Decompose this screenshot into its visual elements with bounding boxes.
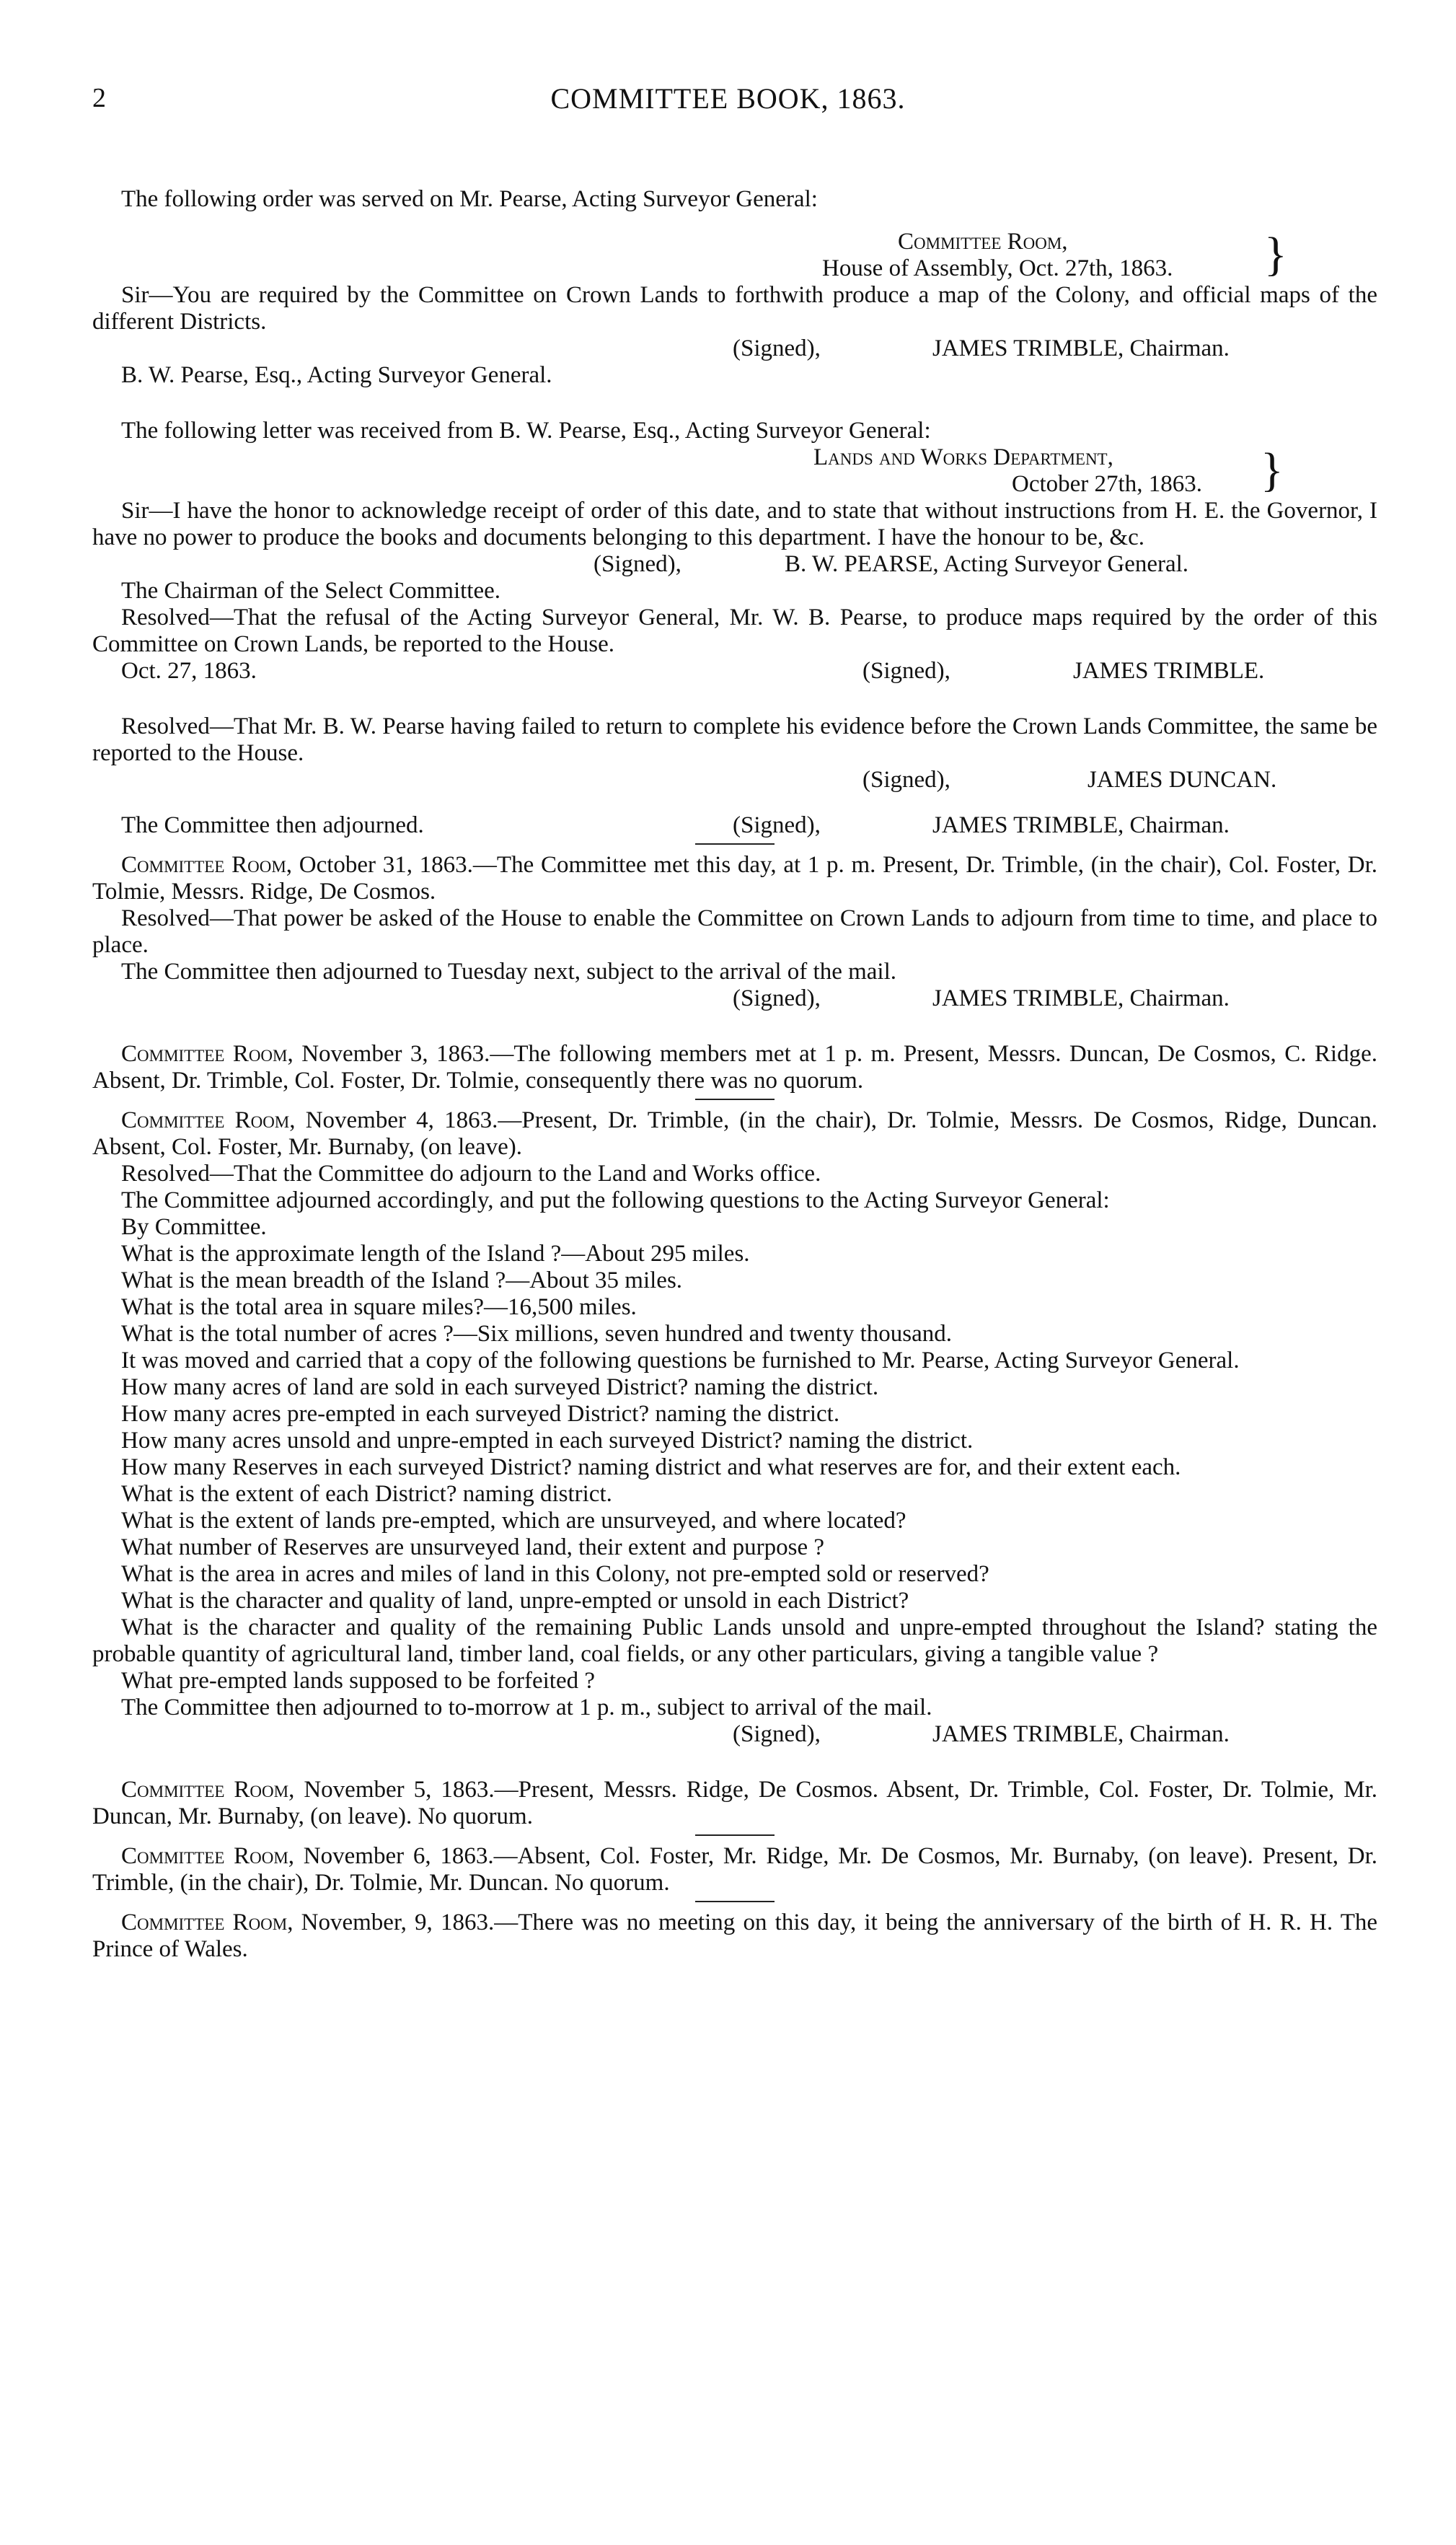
meeting-record xyxy=(92,1041,1377,1094)
meeting-record xyxy=(92,852,1377,905)
signer-name: B. W. PEARSE, Acting Surveyor General. xyxy=(785,551,1189,577)
meeting-text: November, 9, 1863.—There was no meeting on this day, it being the anniversary of the birth of H. R. H. The Prince of Wales. xyxy=(92,1909,1377,1962)
question-item: What pre-empted lands supposed to be forfeited ? xyxy=(121,1668,596,1694)
address-line-1: Committee Room, xyxy=(898,229,1068,255)
room-label: Committee Room, xyxy=(121,1909,294,1935)
meeting-text: November 6, 1863.—Absent, Col. Foster, Mr. Ridge, Mr. De Cosmos, Mr. Burnaby, (on leave). Present, Dr. Trimble, (in the chair), Dr. Tolmie, Mr. Duncan. No quorum. xyxy=(92,1843,1377,1896)
section-divider xyxy=(695,843,775,845)
adjournment-text: The Committee then adjourned to Tuesday next, subject to the arrival of the mail. xyxy=(121,959,897,985)
adjournment-line xyxy=(92,812,1377,839)
order-body: Sir—You are required by the Committee on Crown Lands to forthwith produce a map of the Colony, and official maps of the different Districts. xyxy=(92,282,1377,335)
adjournment-text: The Committee then adjourned. xyxy=(121,812,424,838)
question-item: What number of Reserves are unsurveyed land, their extent and purpose ? xyxy=(121,1534,824,1560)
document-body xyxy=(92,186,1377,1963)
room-label: Committee Room, xyxy=(121,1041,294,1067)
signature-line xyxy=(92,658,1377,685)
question-item: What is the extent of lands pre-empted, which are unsurveyed, and where located? xyxy=(121,1508,906,1534)
resolution: Resolved—That the refusal of the Acting Surveyor General, Mr. W. B. Pearse, to produce maps required by the order of this Committee on Crown Lands, be reported to the House. xyxy=(92,605,1377,657)
page-number: 2 xyxy=(92,83,106,113)
address-block xyxy=(92,444,1377,471)
signed-label: (Signed), xyxy=(862,658,950,684)
question-item: How many Reserves in each surveyed District? naming district and what reserves are for, and their extent each. xyxy=(121,1454,1181,1480)
signer-name: JAMES TRIMBLE, Chairman. xyxy=(932,985,1230,1011)
question-item: What is the total number of acres ?—Six millions, seven hundred and twenty thousand. xyxy=(121,1321,953,1347)
section-divider xyxy=(695,1901,775,1902)
adjournment-text: The Committee then adjourned to to-morrow at 1 p. m., subject to arrival of the mail. xyxy=(121,1695,932,1720)
motion-text: It was moved and carried that a copy of the following questions be furnished to Mr. Pearse, Acting Surveyor General. xyxy=(121,1348,1240,1373)
section-divider xyxy=(695,1834,775,1836)
section-divider xyxy=(695,1099,775,1100)
meeting-record xyxy=(92,1909,1377,1963)
resolution: Resolved—That power be asked of the House to enable the Committee on Crown Lands to adjourn from time to time, and place to place. xyxy=(92,905,1377,958)
signed-label: (Signed), xyxy=(733,335,821,361)
room-label: Committee Room, xyxy=(121,852,293,878)
signed-label: (Signed), xyxy=(733,985,821,1011)
signed-label: (Signed), xyxy=(862,767,950,793)
signature-line xyxy=(92,551,1377,578)
section-letter xyxy=(92,418,1377,685)
section-order xyxy=(92,186,1377,389)
section-nov-6 xyxy=(92,1843,1377,1896)
date-text: Oct. 27, 1863. xyxy=(121,658,257,684)
signer-name: JAMES DUNCAN. xyxy=(1087,767,1277,793)
running-title: COMMITTEE BOOK, 1863. xyxy=(550,82,906,115)
section-nov-5 xyxy=(92,1777,1377,1830)
section-nov-3 xyxy=(92,1041,1377,1094)
question-item: What is the approximate length of the Island ?—About 295 miles. xyxy=(121,1241,750,1267)
question-item: What is the area in acres and miles of land in this Colony, not pre-empted sold or reserved? xyxy=(121,1561,989,1587)
address-line-2: House of Assembly, Oct. 27th, 1863. xyxy=(822,255,1173,281)
signed-label: (Signed), xyxy=(733,812,821,838)
meeting-record xyxy=(92,1777,1377,1830)
signer-name: JAMES TRIMBLE, Chairman. xyxy=(932,1721,1230,1747)
meeting-record xyxy=(92,1107,1377,1161)
signed-label: (Signed), xyxy=(733,1721,821,1747)
address-line-2: October 27th, 1863. xyxy=(1012,471,1202,497)
question-item: What is the total area in square miles?—16,500 miles. xyxy=(121,1294,637,1320)
recipient: The Chairman of the Select Committee. xyxy=(121,578,501,604)
intro-text: The following order was served on Mr. Pearse, Acting Surveyor General: xyxy=(121,186,818,212)
signed-label: (Signed), xyxy=(594,551,681,577)
question-item: How many acres pre-empted in each surveyed District? naming the district. xyxy=(121,1401,840,1427)
signature-line xyxy=(92,335,1377,362)
meeting-text: November 4, 1863.—Present, Dr. Trimble, (in the chair), Dr. Tolmie, Messrs. De Cosmos, Ridge, Duncan. Absent, Col. Foster, Mr. Burnaby, (on leave). xyxy=(92,1107,1377,1160)
address-line-1: Lands and Works Department, xyxy=(813,444,1113,470)
signer-name: JAMES TRIMBLE. xyxy=(1073,658,1265,684)
brace-mark: } xyxy=(1261,444,1284,496)
signature-line xyxy=(92,985,1377,1012)
brace-mark: } xyxy=(1264,228,1287,281)
meeting-text: November 5, 1863.—Present, Messrs. Ridge, De Cosmos. Absent, Dr. Trimble, Col. Foster, Dr. Tolmie, Mr. Duncan, Mr. Burnaby, (on leave). No quorum. xyxy=(92,1777,1378,1829)
signature-line xyxy=(92,1721,1377,1748)
section-oct-31 xyxy=(92,852,1377,1012)
section-nov-4 xyxy=(92,1107,1377,1748)
question-item: What is the mean breadth of the Island ?—About 35 miles. xyxy=(121,1267,683,1293)
meeting-record xyxy=(92,1843,1377,1896)
section-resolution xyxy=(92,713,1377,839)
recipient: B. W. Pearse, Esq., Acting Surveyor General. xyxy=(121,362,552,388)
by-committee: By Committee. xyxy=(121,1214,267,1240)
room-label: Committee Room, xyxy=(121,1843,295,1869)
meeting-text: November 3, 1863.—The following members met at 1 p. m. Present, Messrs. Duncan, De Cosmos, C. Ridge. Absent, Dr. Trimble, Col. Foster, Dr. Tolmie, consequently there was no quorum. xyxy=(92,1041,1377,1094)
address-block xyxy=(92,229,1377,255)
signer-name: JAMES TRIMBLE, Chairman. xyxy=(932,335,1230,361)
signature-line xyxy=(92,767,1377,794)
page-header xyxy=(0,82,1456,128)
room-label: Committee Room, xyxy=(121,1777,295,1803)
question-item: How many acres unsold and unpre-empted in each surveyed District? naming the district. xyxy=(121,1428,974,1454)
signer-name: JAMES TRIMBLE, Chairman. xyxy=(932,812,1230,838)
resolution: Resolved—That the Committee do adjourn to the Land and Works office. xyxy=(121,1161,821,1187)
question-item: What is the extent of each District? naming district. xyxy=(121,1481,612,1507)
section-nov-9 xyxy=(92,1909,1377,1963)
question-item: How many acres of land are sold in each surveyed District? naming the district. xyxy=(121,1374,879,1400)
letter-body: Sir—I have the honor to acknowledge receipt of order of this date, and to state that without instructions from H. E. the Governor, I have no power to produce the books and documents belonging to this department. I have the honour to be, &c. xyxy=(92,498,1377,550)
question-item: What is the character and quality of the remaining Public Lands unsold and unpre-empted throughout the Island? stating the probable quantity of agricultural land, timber land, coal fields, or any other particulars, giving a tangible value ? xyxy=(92,1614,1377,1667)
adjournment-text: The Committee adjourned accordingly, and put the following questions to the Acting Surveyor General: xyxy=(121,1187,1110,1213)
question-item: What is the character and quality of land, unpre-empted or unsold in each District? xyxy=(121,1588,909,1614)
meeting-text: October 31, 1863.—The Committee met this day, at 1 p. m. Present, Dr. Trimble, (in the chair), Col. Foster, Dr. Tolmie, Messrs. Ridge, De Cosmos. xyxy=(92,852,1378,905)
room-label: Committee Room, xyxy=(121,1107,296,1133)
intro-text: The following letter was received from B. W. Pearse, Esq., Acting Surveyor General: xyxy=(121,418,931,444)
resolution: Resolved—That Mr. B. W. Pearse having failed to return to complete his evidence before the Crown Lands Committee, the same be reported to the House. xyxy=(92,713,1377,766)
